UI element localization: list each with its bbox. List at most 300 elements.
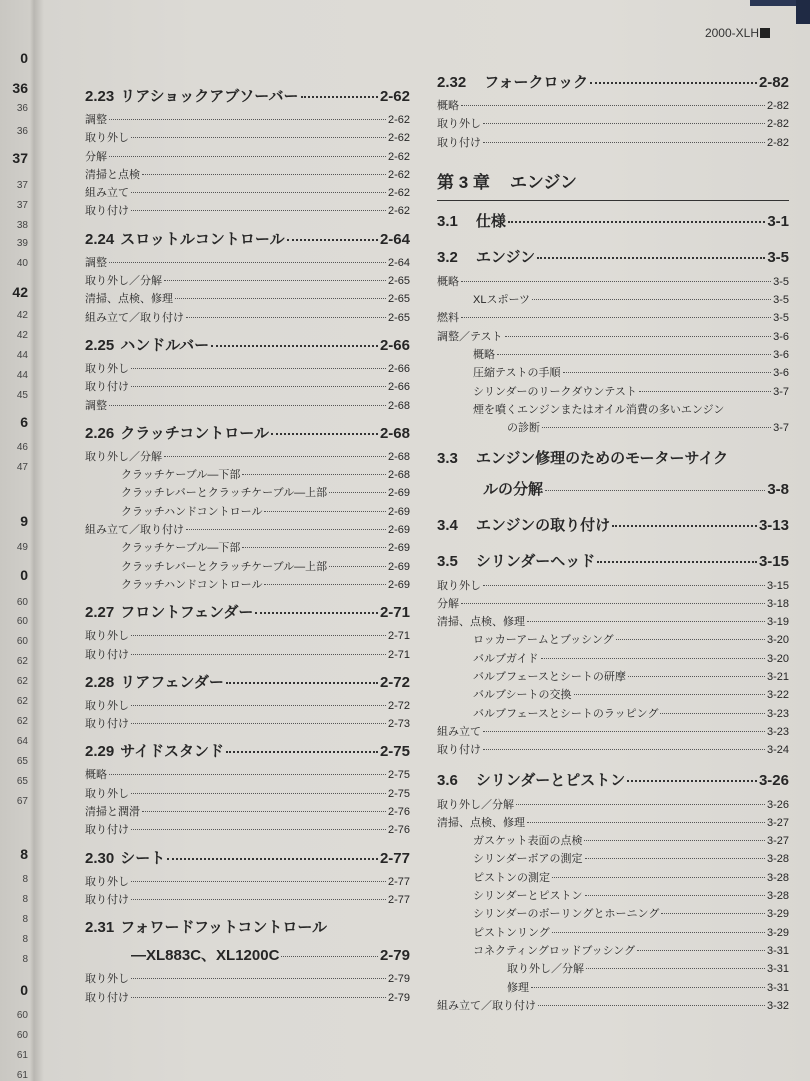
toc-entry-page: 2-76: [387, 824, 410, 837]
dot-leader: [329, 492, 386, 493]
toc-entry-page: 2-64: [387, 256, 410, 269]
adjacent-page-number: 46: [16, 442, 28, 453]
dot-leader: [131, 137, 386, 138]
toc-entry[interactable]: [85, 202, 410, 220]
toc-section-heading[interactable]: [437, 546, 789, 577]
toc-entry[interactable]: [85, 397, 410, 415]
toc-entry-label: 組み立て: [85, 187, 129, 200]
section-title: エンジン修理のためのモーターサイク: [475, 449, 729, 467]
toc-entry-page: 3-7: [773, 385, 789, 398]
adjacent-page-number: 36: [12, 80, 28, 96]
toc-entry-page: 2-69: [387, 487, 410, 500]
toc-entry[interactable]: [85, 627, 410, 645]
section-title: フロントフェンダー: [120, 604, 254, 622]
adjacent-page-number: 64: [16, 736, 28, 747]
adjacent-page-number: 38: [16, 220, 28, 231]
toc-entry[interactable]: [85, 378, 410, 396]
dot-leader: [167, 858, 378, 860]
dot-leader: [637, 950, 765, 951]
toc-entry-label: 調整／テスト: [437, 330, 503, 343]
toc-entry-page: 3-28: [766, 871, 789, 884]
dot-leader: [131, 793, 386, 794]
adjacent-page-number: 49: [16, 542, 28, 553]
toc-entry[interactable]: [437, 979, 789, 997]
chapter-heading: [437, 168, 789, 201]
toc-section-heading[interactable]: [85, 914, 410, 942]
toc-entry-label: ピストンリング: [473, 926, 550, 939]
toc-entry-label: 取り付け: [85, 718, 129, 731]
dot-leader: [527, 621, 765, 622]
dot-leader: [281, 956, 378, 957]
toc-entry[interactable]: [85, 803, 410, 821]
toc-entry-page: 2-82: [766, 118, 789, 131]
toc-entry-page: 2-62: [387, 187, 410, 200]
toc-entry[interactable]: [437, 328, 789, 346]
toc-entry-page: 2-69: [387, 524, 410, 537]
toc-entry[interactable]: [85, 272, 410, 290]
toc-entry-label: 取り外し: [85, 875, 129, 888]
toc-entry-page: 2-79: [387, 991, 410, 1004]
dot-leader: [497, 354, 771, 355]
dot-leader: [616, 639, 765, 640]
toc-entry[interactable]: [85, 360, 410, 378]
dot-leader: [661, 913, 765, 914]
adjacent-page-number: 9: [20, 513, 28, 529]
toc-entry-page: 2-77: [387, 893, 410, 906]
dot-leader: [590, 82, 757, 84]
section-number: 3.1: [437, 212, 458, 230]
dot-leader: [242, 474, 386, 475]
dot-leader: [538, 1005, 765, 1006]
adjacent-page-number: 62: [16, 676, 28, 687]
dot-leader: [660, 713, 765, 714]
dot-leader: [131, 978, 386, 979]
toc-entry-label: 調整: [85, 114, 107, 126]
toc-section-heading[interactable]: [85, 669, 410, 697]
toc-entry[interactable]: [85, 715, 410, 733]
adjacent-page-number: 42: [16, 310, 28, 321]
toc-section-heading[interactable]: [85, 845, 410, 873]
dot-leader: [131, 654, 386, 655]
toc-section-heading[interactable]: [85, 738, 410, 766]
toc-entry-page: 2-62: [387, 132, 410, 145]
toc-entry[interactable]: [85, 129, 410, 147]
toc-entry-label: バルブフェースとシートの研摩: [473, 671, 626, 684]
toc-entry-label: 清掃と点検: [85, 168, 140, 181]
toc-entry[interactable]: [437, 887, 789, 905]
dot-leader: [483, 142, 765, 143]
dot-leader: [552, 877, 765, 878]
toc-entry[interactable]: [437, 686, 789, 704]
toc-entry[interactable]: [85, 539, 410, 557]
toc-entry-label: クラッチケーブル—下部: [121, 542, 241, 555]
toc-entry-label: 概略: [437, 275, 459, 288]
toc-entry-page: 3-5: [773, 275, 789, 288]
toc-entry-label: 取り外し: [85, 630, 129, 643]
toc-entry-page: 3-28: [766, 890, 789, 903]
adjacent-page-number: 8: [22, 874, 28, 885]
dot-leader: [505, 336, 772, 337]
section-title: エンジン: [475, 248, 536, 266]
toc-entry-label: 清掃、点検、修理: [437, 816, 525, 829]
adjacent-page-number: 8: [20, 846, 28, 862]
dot-leader: [461, 105, 765, 106]
toc-section-heading[interactable]: [437, 69, 789, 97]
toc-entry[interactable]: [437, 832, 789, 850]
toc-section-heading[interactable]: [437, 242, 789, 273]
toc-entry[interactable]: [437, 869, 789, 887]
toc-entry[interactable]: [85, 148, 410, 166]
toc-entry-page: 2-71: [387, 630, 410, 643]
toc-entry[interactable]: [85, 184, 410, 202]
toc-entry[interactable]: [437, 650, 789, 668]
toc-entry[interactable]: [85, 521, 410, 539]
toc-entry-page: 2-71: [387, 648, 410, 661]
toc-entry[interactable]: [437, 631, 789, 649]
toc-entry-label: 取り付け: [437, 136, 481, 149]
adjacent-page-number: 36: [16, 126, 28, 137]
toc-entry[interactable]: [85, 873, 410, 891]
section-page: 2-77: [379, 849, 410, 867]
toc-entry-label: 概略: [85, 769, 107, 782]
section-number: 3.6: [437, 771, 458, 789]
dot-leader: [142, 174, 386, 175]
header-marker-square: [760, 28, 770, 38]
toc-entry-page: 2-62: [387, 205, 410, 218]
toc-entry[interactable]: [85, 558, 410, 576]
dot-leader: [164, 280, 386, 281]
section-page: 3-5: [767, 248, 789, 266]
toc-entry[interactable]: [437, 419, 789, 437]
toc-entry[interactable]: [85, 970, 410, 988]
dot-leader: [131, 899, 386, 900]
toc-entry-label: 組み立て／取り付け: [437, 999, 536, 1012]
dot-leader: [483, 585, 765, 586]
toc-entry-page: 2-77: [387, 875, 410, 888]
adjacent-page-number: 45: [16, 390, 28, 401]
toc-entry-label: 概略: [473, 349, 495, 362]
toc-section-heading-cont[interactable]: [85, 942, 410, 970]
section-page: 2-75: [379, 743, 410, 761]
dot-leader: [508, 221, 765, 223]
toc-entry-page: 3-7: [773, 422, 789, 435]
toc-entry-page: 2-79: [387, 973, 410, 986]
toc-entry-label: クラッチレバーとクラッチケーブル—上部: [121, 487, 328, 500]
running-header-text: 2000-XLH: [704, 26, 759, 40]
section-page: 3-15: [758, 552, 789, 570]
section-title: クラッチコントロール: [120, 424, 270, 442]
dot-leader: [131, 635, 386, 636]
toc-entry[interactable]: [437, 705, 789, 723]
dot-leader: [461, 281, 771, 282]
adjacent-page-number: 44: [16, 350, 28, 361]
toc-entry-page: 2-68: [387, 399, 410, 412]
toc-section-heading[interactable]: [437, 443, 789, 474]
section-page: 2-68: [379, 424, 410, 442]
dot-leader: [532, 299, 771, 300]
section-title-cont: —XL883C、XL1200C: [131, 947, 280, 965]
toc-entry-label: ガスケット表面の点検: [473, 835, 583, 848]
section-page: 3-8: [767, 480, 789, 498]
adjacent-page-number: 0: [20, 50, 28, 66]
toc-entry-page: 2-69: [387, 505, 410, 518]
dot-leader: [255, 612, 378, 614]
toc-entry[interactable]: [437, 577, 789, 595]
toc-entry-page: 3-20: [766, 652, 789, 665]
toc-entry-page: 2-68: [387, 469, 410, 482]
toc-section-heading-cont[interactable]: [437, 474, 789, 505]
dot-leader: [131, 368, 386, 369]
toc-entry-label: クラッチレバーとクラッチケーブル—上部: [121, 560, 328, 573]
section-title: エンジンの取り付け: [475, 516, 611, 534]
toc-entry[interactable]: [85, 697, 410, 715]
adjacent-page-number: 62: [16, 716, 28, 727]
dot-leader: [131, 997, 386, 998]
toc-entry[interactable]: [437, 723, 789, 741]
section-page: 2-62: [379, 88, 410, 105]
dot-leader: [109, 774, 386, 775]
dot-leader: [226, 751, 378, 753]
toc-entry-label: 取り付け: [85, 824, 129, 837]
section-page: 2-72: [379, 673, 410, 691]
toc-section-heading[interactable]: [85, 420, 410, 448]
toc-entry[interactable]: [437, 364, 789, 382]
toc-entry-label: 取り付け: [85, 381, 129, 394]
toc-entry-page: 3-29: [766, 926, 789, 939]
toc-entry[interactable]: [85, 466, 410, 484]
toc-entry[interactable]: [437, 613, 789, 631]
adjacent-page-number: 39: [16, 238, 28, 249]
toc-entry[interactable]: [85, 821, 410, 839]
toc-entry[interactable]: [437, 291, 789, 309]
toc-entry-label: シリンダーとピストン: [473, 890, 583, 903]
toc-entry-label: 組み立て／取り付け: [85, 524, 184, 537]
dot-leader: [574, 694, 765, 695]
toc-entry-page: 3-20: [766, 634, 789, 647]
adjacent-page-number: 61: [16, 1070, 28, 1081]
dot-leader: [585, 895, 765, 896]
dot-leader: [131, 705, 386, 706]
toc-entry-label: 分解: [85, 150, 107, 163]
toc-left-column: [85, 78, 410, 1007]
toc-entry[interactable]: [85, 891, 410, 909]
adjacent-page-number: 40: [16, 258, 28, 269]
dot-leader: [264, 511, 386, 512]
toc-entry[interactable]: [437, 905, 789, 923]
toc-entry-page: 3-29: [766, 908, 789, 921]
toc-entry[interactable]: [437, 346, 789, 364]
toc-entry[interactable]: [437, 942, 789, 960]
dot-leader: [211, 345, 378, 347]
dot-leader: [586, 968, 765, 969]
toc-entry-label-cont: の診断: [507, 422, 540, 435]
adjacent-page-number: 0: [20, 567, 28, 583]
toc-entry[interactable]: [437, 595, 789, 613]
toc-entry-page: 2-65: [387, 311, 410, 324]
dot-leader: [301, 96, 378, 98]
toc-entry-label: バルブシートの交換: [473, 689, 572, 702]
toc-entry-label: 分解: [437, 597, 459, 610]
dot-leader: [264, 584, 386, 585]
toc-entry[interactable]: [85, 254, 410, 272]
dot-leader: [164, 456, 386, 457]
dot-leader: [109, 156, 386, 157]
toc-section-heading[interactable]: [437, 510, 789, 541]
section-page: 2-71: [379, 604, 410, 622]
toc-entry[interactable]: [85, 766, 410, 784]
toc-entry-label: 取り外し: [437, 118, 481, 131]
toc-entry-label: 取り外し／分解: [437, 798, 514, 811]
toc-entry-page: 3-32: [766, 999, 789, 1012]
toc-entry-label: 取り付け: [85, 205, 129, 218]
toc-entry[interactable]: [85, 309, 410, 327]
toc-section-heading[interactable]: [437, 765, 789, 796]
section-number: 3.4: [437, 516, 458, 534]
toc-entry[interactable]: [85, 484, 410, 502]
toc-entry-page: 2-75: [387, 787, 410, 800]
section-number: 3.3: [437, 449, 458, 467]
toc-entry-label: 調整: [85, 399, 107, 412]
adjacent-page-number: 60: [16, 1010, 28, 1021]
toc-entry[interactable]: [437, 115, 789, 133]
toc-entry[interactable]: [85, 785, 410, 803]
toc-entry[interactable]: [85, 448, 410, 466]
dot-leader: [627, 780, 757, 782]
toc-entry-label: 組み立て: [437, 725, 481, 738]
adjacent-page-number: 8: [22, 954, 28, 965]
toc-entry-label: XLスポーツ: [473, 294, 531, 307]
toc-entry-label: 清掃と潤滑: [85, 806, 140, 819]
dot-leader: [175, 298, 386, 299]
toc-entry-page: 2-65: [387, 293, 410, 306]
dot-leader: [639, 391, 771, 392]
toc-entry[interactable]: [437, 134, 789, 152]
adjacent-page-number: 42: [16, 330, 28, 341]
toc-entry-page: 3-21: [766, 671, 789, 684]
toc-section-heading[interactable]: [437, 206, 789, 237]
toc-entry-page: 3-6: [773, 367, 789, 380]
adjacent-page-number: 37: [12, 150, 28, 166]
toc-entry-label: 取り外し: [85, 699, 129, 712]
toc-entry-page: 3-22: [766, 689, 789, 702]
toc-entry-page: 3-27: [766, 816, 789, 829]
dot-leader: [612, 525, 757, 527]
dot-leader: [131, 829, 386, 830]
toc-entry[interactable]: [85, 576, 410, 594]
toc-entry[interactable]: [437, 814, 789, 832]
section-number: 2.31: [85, 919, 115, 937]
toc-entry[interactable]: [437, 997, 789, 1015]
toc-entry-label: クラッチケーブル—下部: [121, 469, 241, 482]
toc-entry[interactable]: [437, 309, 789, 327]
toc-entry[interactable]: [437, 850, 789, 868]
adjacent-page-number: 67: [16, 796, 28, 807]
section-number: 2.28: [85, 673, 115, 691]
toc-entry-label: 煙を噴くエンジンまたはオイル消費の多いエンジン: [473, 403, 725, 416]
toc-entry-page: 3-31: [766, 944, 789, 957]
toc-entry[interactable]: [85, 166, 410, 184]
adjacent-page-number: 65: [16, 756, 28, 767]
toc-entry-label: 圧縮テストの手順: [473, 367, 561, 380]
toc-entry-page: 3-5: [773, 312, 789, 325]
toc-section-heading[interactable]: [85, 226, 410, 254]
chapter-number: 第 3 章: [437, 172, 490, 192]
toc-entry[interactable]: [85, 989, 410, 1007]
dot-leader: [131, 192, 386, 193]
toc-right-column: [437, 64, 789, 1015]
section-page: 3-26: [758, 771, 789, 789]
section-number: 2.26: [85, 424, 115, 442]
toc-entry[interactable]: [85, 503, 410, 521]
toc-entry[interactable]: [437, 960, 789, 978]
toc-entry[interactable]: [437, 97, 789, 115]
adjacent-page-number: 61: [16, 1050, 28, 1061]
toc-entry-page: 2-62: [387, 168, 410, 181]
dot-leader: [537, 257, 765, 259]
section-title: サイドスタンド: [120, 743, 225, 761]
toc-entry-label: 取り外し: [85, 362, 129, 375]
toc-entry-label: ロッカーアームとブッシング: [473, 634, 614, 647]
toc-section-heading[interactable]: [85, 332, 410, 360]
dot-leader: [483, 749, 765, 750]
toc-entry-page: 2-68: [387, 450, 410, 463]
toc-entry[interactable]: [437, 741, 789, 759]
toc-entry-page: 2-69: [387, 560, 410, 573]
toc-entry-page: 3-31: [766, 981, 789, 994]
toc-entry-label: 取り外し: [85, 787, 129, 800]
adjacent-page-number: 0: [20, 982, 28, 998]
toc-entry-page: 3-15: [766, 579, 789, 592]
section-title: シート: [120, 849, 166, 867]
section-page: 2-66: [379, 336, 410, 354]
adjacent-page-strip: [0, 0, 32, 1080]
toc-entry[interactable]: [437, 273, 789, 291]
dot-leader: [552, 932, 765, 933]
toc-entry[interactable]: [437, 924, 789, 942]
dot-leader: [585, 858, 765, 859]
dot-leader: [461, 603, 765, 604]
adjacent-page-number: 60: [16, 616, 28, 627]
adjacent-page-number: 62: [16, 696, 28, 707]
toc-entry-page: 2-69: [387, 578, 410, 591]
dot-leader: [142, 811, 386, 812]
toc-entry[interactable]: [437, 668, 789, 686]
toc-entry-page: 2-62: [387, 114, 410, 126]
toc-entry[interactable]: [85, 646, 410, 664]
toc-entry-label: ピストンの測定: [473, 871, 550, 884]
toc-entry-label: 取り外し／分解: [85, 450, 162, 463]
toc-entry[interactable]: [85, 290, 410, 308]
toc-entry-page: 2-69: [387, 542, 410, 555]
dot-leader: [131, 723, 386, 724]
toc-entry-label: 概略: [437, 100, 459, 112]
toc-entry-page: 3-27: [766, 835, 789, 848]
dot-leader: [186, 529, 386, 530]
adjacent-page-number: 47: [16, 462, 28, 473]
toc-entry[interactable]: [437, 383, 789, 401]
toc-section-heading[interactable]: [85, 83, 410, 111]
section-number: 2.32: [437, 74, 467, 91]
toc-entry[interactable]: [85, 111, 410, 129]
section-title-cont: ルの分解: [483, 480, 544, 498]
toc-section-heading[interactable]: [85, 599, 410, 627]
section-number: 3.5: [437, 552, 458, 570]
toc-entry-page: 2-72: [387, 699, 410, 712]
toc-entry[interactable]: [437, 796, 789, 814]
toc-entry-label: 調整: [85, 256, 107, 269]
toc-entry-page: 3-23: [766, 707, 789, 720]
toc-entry-page: 3-31: [766, 963, 789, 976]
